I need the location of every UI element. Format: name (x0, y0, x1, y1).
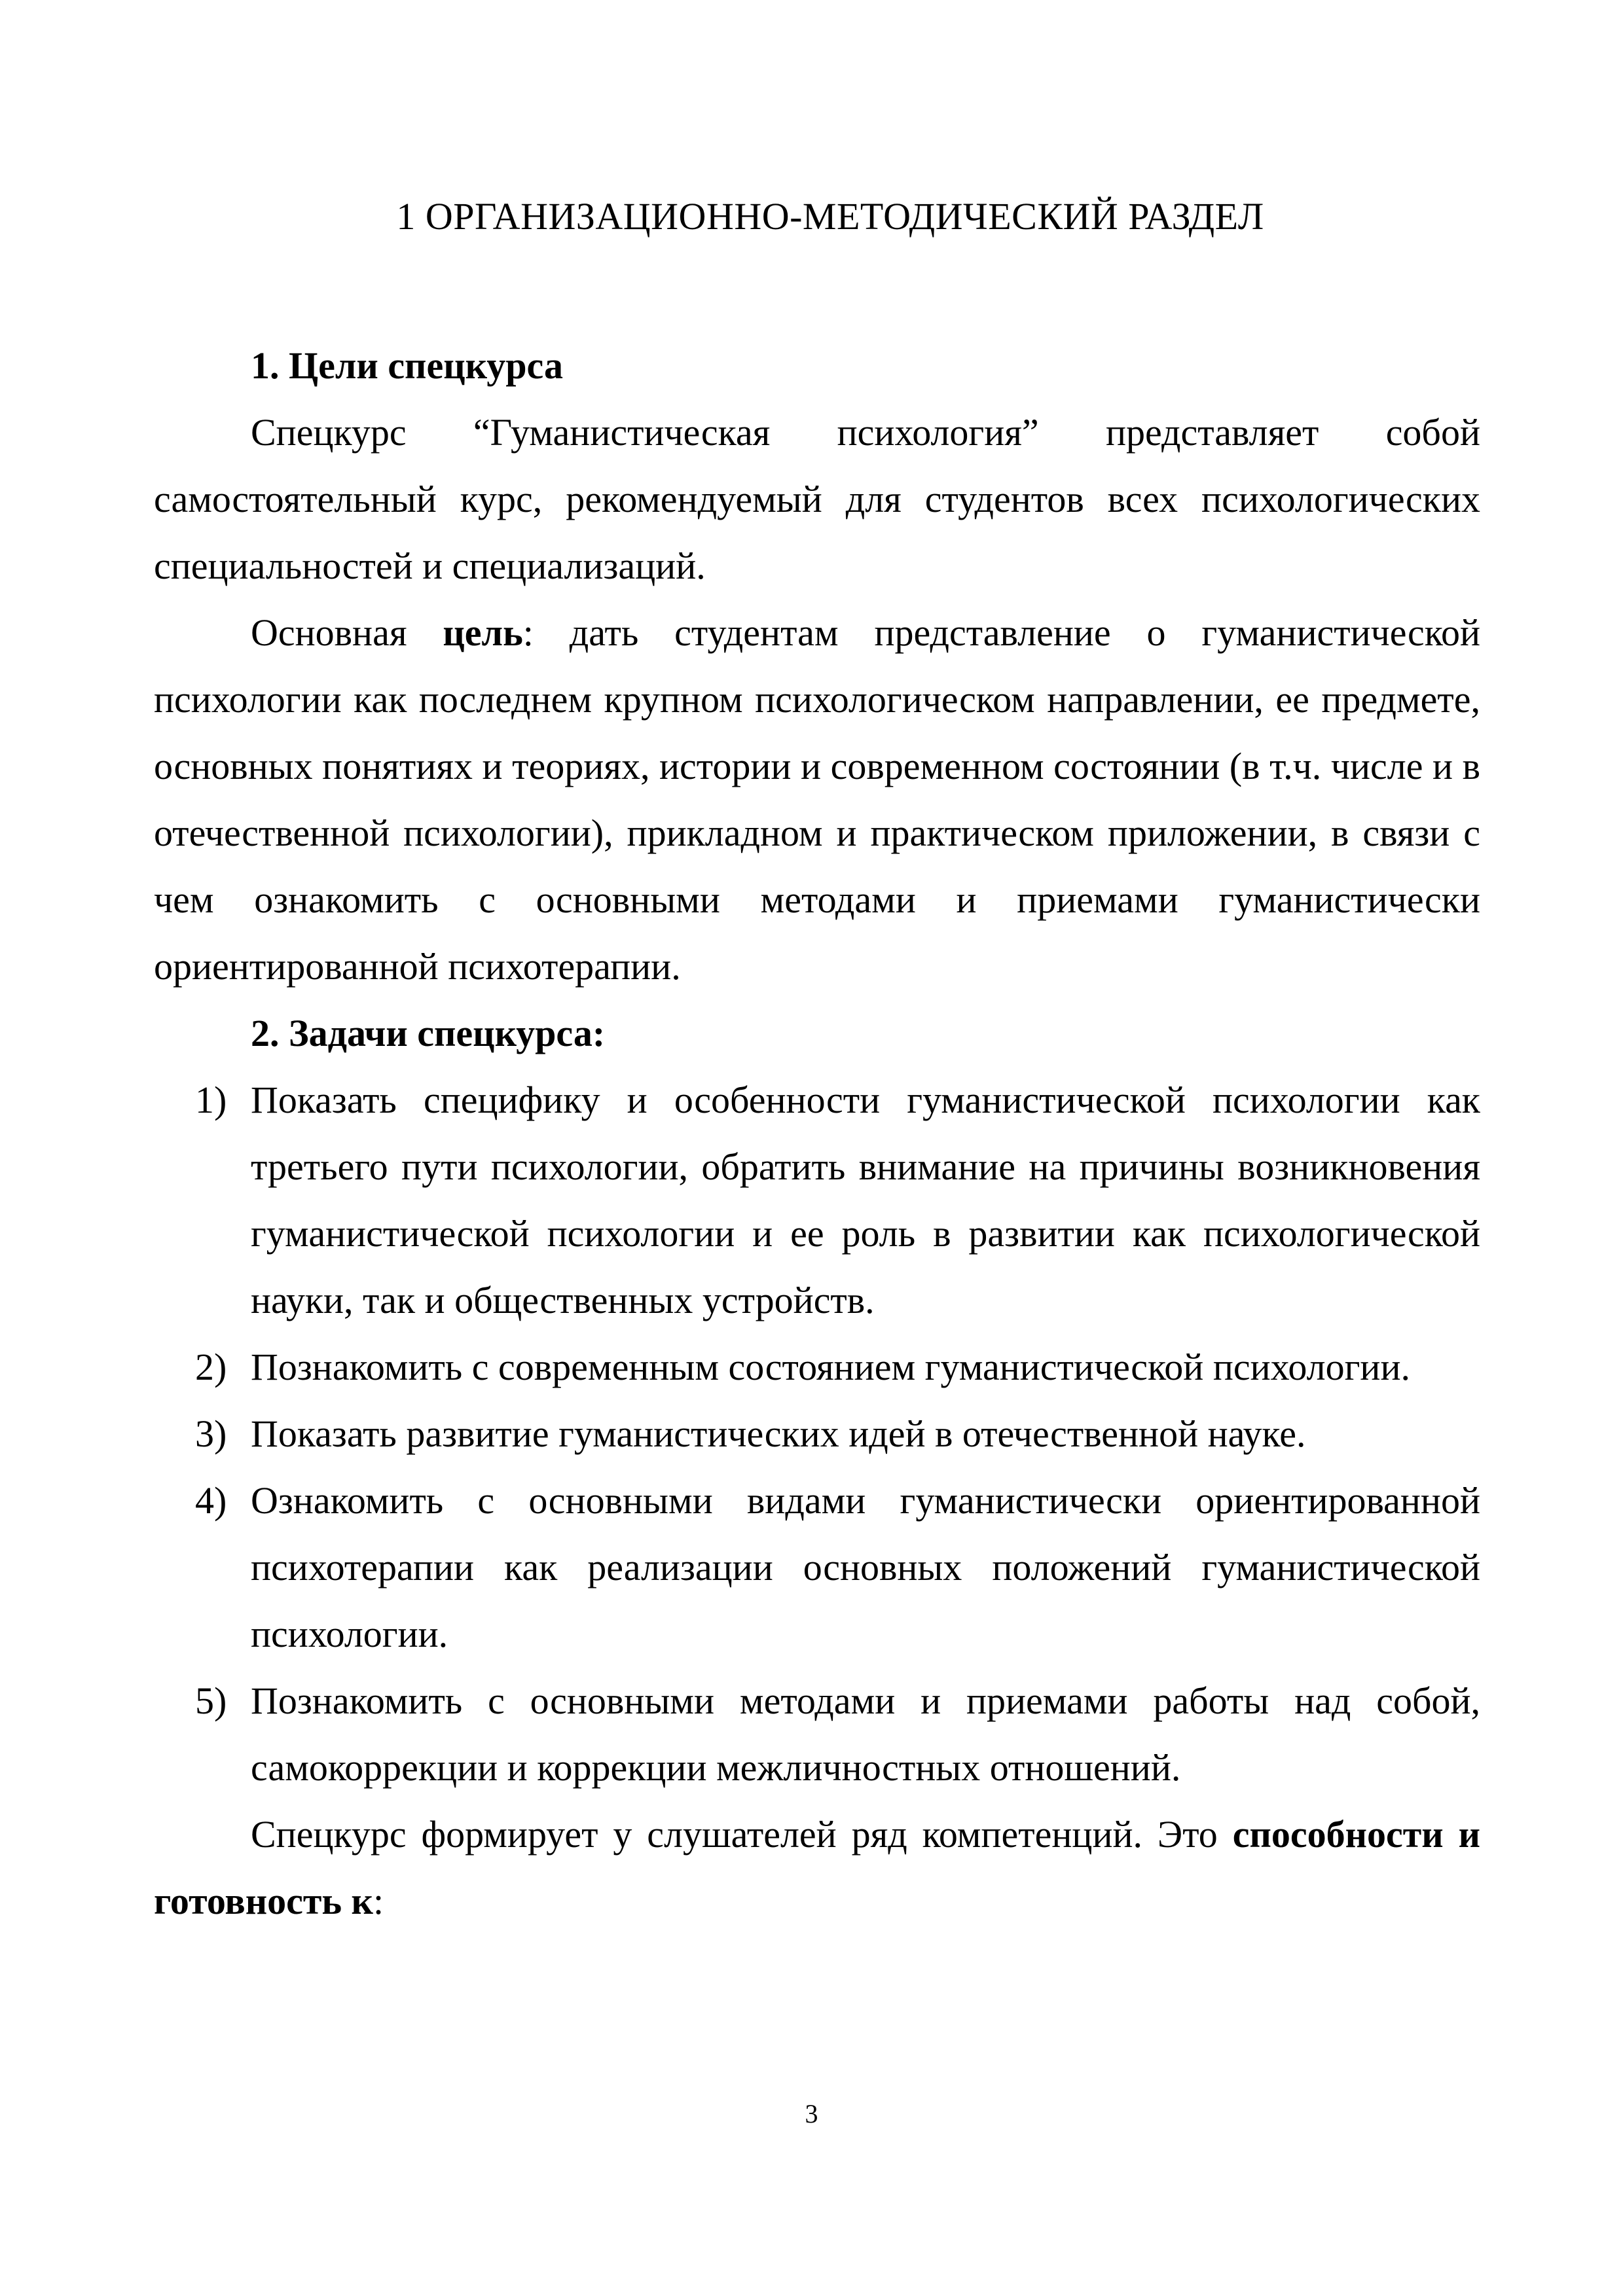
list-item (154, 1467, 1480, 1668)
list-item-number: 4) (195, 1479, 227, 1522)
tasks-list (154, 1067, 1480, 1801)
tasks-heading: 2. Задачи спецкурса: (251, 1012, 606, 1054)
list-item-number: 1) (195, 1079, 227, 1121)
goals-paragraph-2-lead: Основная (251, 611, 443, 654)
goals-paragraph-2-bold: цель (443, 611, 523, 654)
list-item (154, 1067, 1480, 1334)
list-item (154, 1334, 1480, 1401)
list-item-text: Познакомить с основными методами и приемами работы над собой, самокоррекции и коррекции межличностных отношений. (251, 1679, 1480, 1789)
goals-paragraph-1: Спецкурс “Гуманистическая психология” представляет собой самостоятельный курс, рекомендуемый для студентов всех психологических специальностей и специализаций. (154, 411, 1480, 587)
goals-paragraph-2-rest: : дать студентам представление о гуманистической психологии как последнем крупном психологическом направлении, ее предмете, основных понятиях и теориях, истории и современном состоянии (в т.ч. числе и в отечественной психологии), прикладном и практическом приложении, в связи с чем ознакомить с основными методами и приемами гуманистически ориентированной психотерапии. (154, 611, 1481, 988)
list-item-number: 2) (195, 1346, 227, 1388)
goals-heading: 1. Цели спецкурса (251, 344, 563, 387)
competencies-lead: Спецкурс формирует у слушателей ряд компетенций. Это (251, 1813, 1233, 1856)
list-item-text: Познакомить с современным состоянием гуманистической психологии. (251, 1346, 1410, 1388)
list-item-number: 3) (195, 1412, 227, 1455)
section-title: 1 ОРГАНИЗАЦИОННО-МЕТОДИЧЕСКИЙ РАЗДЕЛ (396, 195, 1264, 238)
competencies-tail: : (373, 1880, 384, 1922)
list-item-text: Показать специфику и особенности гуманистической психологии как третьего пути психологии, обратить внимание на причины возникновения гуманистической психологии и ее роль в развитии как психологической науки, так и общественных устройств. (251, 1079, 1480, 1321)
list-item-text: Ознакомить с основными видами гуманистически ориентированной психотерапии как реализации основных положений гуманистической психологии. (251, 1479, 1480, 1655)
list-item (154, 1401, 1480, 1467)
list-item (154, 1668, 1480, 1801)
page-content (154, 183, 1480, 1935)
competencies-paragraph (154, 1801, 1480, 1935)
list-item-number: 5) (195, 1679, 227, 1722)
goals-paragraph-2 (154, 600, 1480, 1000)
competencies-bold: способности и готовность к (154, 1813, 1480, 1922)
list-item-text: Показать развитие гуманистических идей в отечественной науке. (251, 1412, 1306, 1455)
page-number: 3 (805, 2099, 818, 2128)
